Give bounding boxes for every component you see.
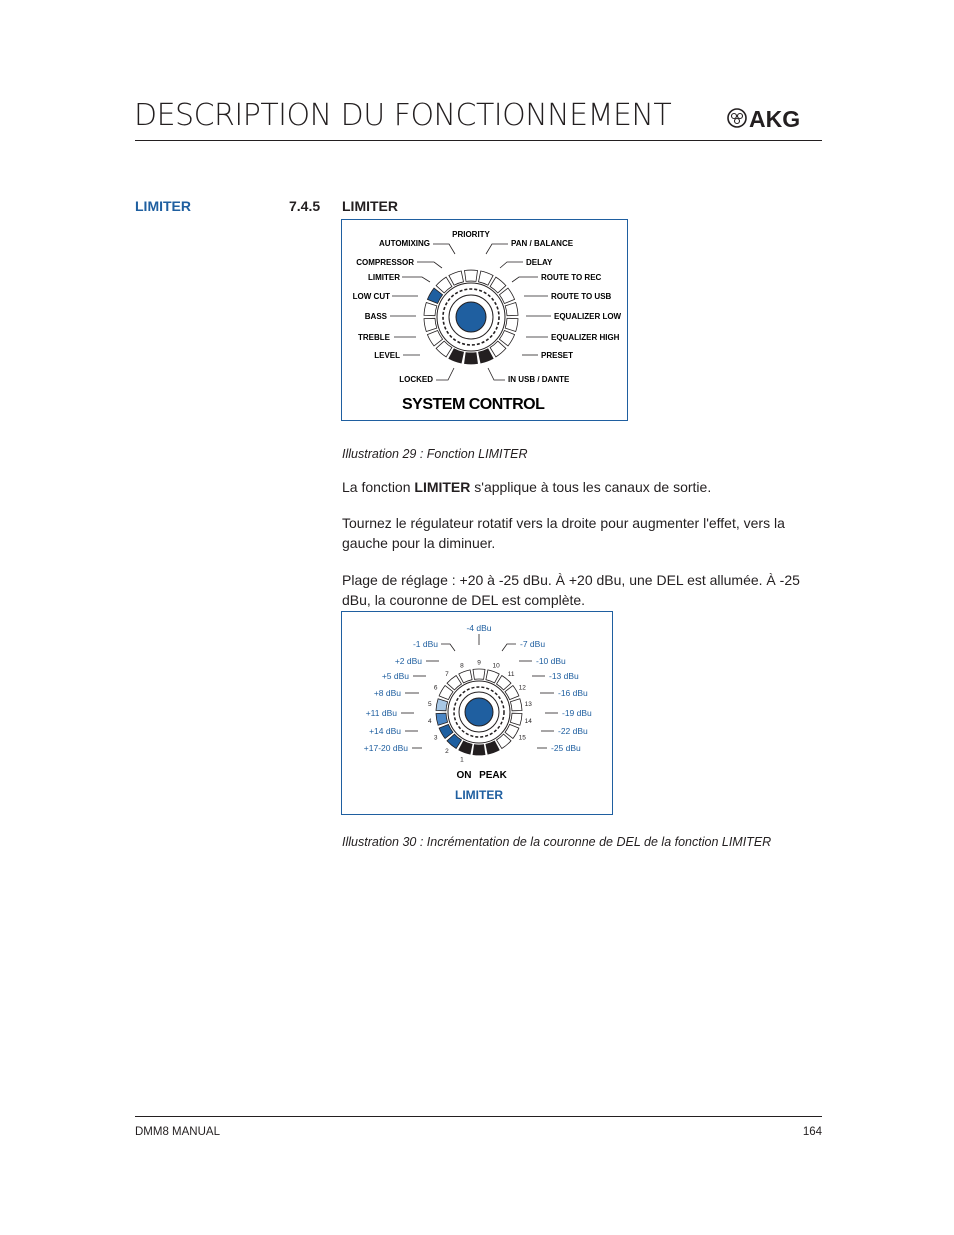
label-level: LEVEL xyxy=(374,351,400,360)
system-control-diagram xyxy=(342,220,627,420)
dbu-right-2: -10 dBu xyxy=(536,656,566,666)
segment-number: 11 xyxy=(507,671,515,679)
p1-bold: LIMITER xyxy=(414,479,471,495)
dbu-right-5: -19 dBu xyxy=(562,708,592,718)
led-segment xyxy=(473,745,485,755)
segment-number: 9 xyxy=(477,659,481,667)
label-equalizer-low: EQUALIZER LOW xyxy=(554,312,622,321)
label-automixing: AUTOMIXING xyxy=(379,239,430,248)
dbu-right-4: -16 dBu xyxy=(558,688,588,698)
side-note: LIMITER xyxy=(135,198,191,214)
led-segment xyxy=(510,699,522,711)
dbu-left-7: +17-20 dBu xyxy=(363,743,408,753)
led-segment xyxy=(439,724,453,738)
p1-tail: s'applique à tous les canaux de sortie. xyxy=(470,479,712,495)
dbu-right-3: -13 dBu xyxy=(549,671,579,681)
footer-manual: DMM8 MANUAL xyxy=(135,1126,220,1138)
label-priority: PRIORITY xyxy=(452,230,490,239)
label-bass: BASS xyxy=(364,312,387,321)
led-segment xyxy=(486,670,499,683)
led-segment xyxy=(486,741,499,754)
led-segment xyxy=(449,271,464,285)
led-segment xyxy=(424,318,437,331)
led-segment xyxy=(436,713,448,725)
led-segment xyxy=(505,303,518,316)
led-segment xyxy=(505,724,519,738)
led-segment xyxy=(427,331,442,346)
segment-number: 12 xyxy=(518,684,526,692)
dbu-right-1: -7 dBu xyxy=(520,639,546,649)
led-segment xyxy=(499,288,514,303)
section-title: LIMITER xyxy=(342,198,398,214)
label-delay: DELAY xyxy=(526,258,553,267)
label-low-cut: LOW CUT xyxy=(352,292,390,301)
led-segment xyxy=(479,349,494,363)
led-segment xyxy=(465,353,478,364)
label-equalizer-high: EQUALIZER HIGH xyxy=(551,333,620,342)
label-route-to-rec: ROUTE TO REC xyxy=(541,273,602,282)
segment-number: 2 xyxy=(445,747,449,755)
segment-number: 14 xyxy=(524,718,532,726)
knob-cap[interactable] xyxy=(465,698,493,726)
panel-title: LIMITER xyxy=(455,788,503,802)
knob-cap[interactable] xyxy=(456,302,486,332)
label-limiter: LIMITER xyxy=(368,273,400,282)
on-label: ON xyxy=(456,770,472,781)
limiter-ring-figure xyxy=(341,611,613,815)
segment-number: 4 xyxy=(427,718,432,726)
label-in-usb-dante: IN USB / DANTE xyxy=(508,375,570,384)
paragraph-2: Tournez le régulateur rotatif vers la droite pour augmenter l'effet, vers la gauche pour la diminuer. xyxy=(342,515,785,551)
led-segment xyxy=(427,288,442,303)
label-treble: TREBLE xyxy=(358,333,390,342)
led-segment xyxy=(459,741,472,754)
label-locked: LOCKED xyxy=(399,375,433,384)
p1-text: La fonction xyxy=(342,479,415,495)
page-number: 164 xyxy=(802,1126,822,1138)
led-segment xyxy=(439,686,453,700)
led-segment xyxy=(479,271,494,285)
segment-number: 8 xyxy=(460,662,464,670)
dbu-right-6: -22 dBu xyxy=(558,726,588,736)
system-control-figure xyxy=(341,219,628,421)
page-title: DESCRIPTION DU FONCTIONNEMENT xyxy=(134,98,672,133)
led-segment xyxy=(505,686,519,700)
dbu-left-3: +5 dBu xyxy=(381,671,409,681)
segment-number: 5 xyxy=(427,700,432,708)
segment-number: 13 xyxy=(524,700,532,708)
led-segment xyxy=(459,670,472,683)
paragraph-1 xyxy=(342,477,802,497)
led-segment xyxy=(465,270,478,281)
dbu-left-1: -1 dBu xyxy=(412,639,438,649)
segment-number: 6 xyxy=(433,684,438,692)
label-pan-balance: PAN / BALANCE xyxy=(511,239,574,248)
panel-title: SYSTEM CONTROL xyxy=(402,396,545,413)
dbu-label-top: -4 dBu xyxy=(466,623,492,633)
dbu-left-4: +8 dBu xyxy=(373,688,401,698)
segment-number: 15 xyxy=(518,734,526,742)
figure-caption-29: Illustration 29 : Fonction LIMITER xyxy=(342,447,528,461)
paragraph-3: Plage de réglage : +20 à -25 dBu. À +20 dBu, une DEL est allumée. À -25 dBu, la couronne de DEL est complète. xyxy=(342,572,800,608)
figure-caption-30: Illustration 30 : Incrémentation de la couronne de DEL de la fonction LIMITER xyxy=(342,835,772,849)
dbu-left-6: +14 dBu xyxy=(369,726,401,736)
led-segment xyxy=(449,349,464,363)
segment-number: 1 xyxy=(460,756,464,764)
led-segment xyxy=(436,699,448,711)
label-route-to-usb: ROUTE TO USB xyxy=(551,292,612,301)
label-preset: PRESET xyxy=(541,351,574,360)
limiter-ring-diagram xyxy=(342,612,612,814)
led-segment xyxy=(473,669,485,679)
label-compressor: COMPRESSOR xyxy=(356,258,414,267)
dbu-left-2: +2 dBu xyxy=(394,656,422,666)
segment-number: 7 xyxy=(445,671,449,679)
led-segment xyxy=(510,713,522,725)
dbu-right-7: -25 dBu xyxy=(551,743,581,753)
section-number: 7.4.5 xyxy=(289,198,321,214)
header-rule xyxy=(135,140,822,141)
led-segment xyxy=(424,303,437,316)
led-segment xyxy=(499,331,514,346)
akg-logo xyxy=(727,106,823,130)
dbu-left-5: +11 dBu xyxy=(365,708,397,718)
segment-number: 3 xyxy=(433,734,438,742)
peak-label: PEAK xyxy=(479,770,507,781)
footer-rule xyxy=(135,1116,822,1117)
segment-number: 10 xyxy=(492,662,500,670)
led-segment xyxy=(505,318,518,331)
logo-text: AKG xyxy=(749,106,801,130)
